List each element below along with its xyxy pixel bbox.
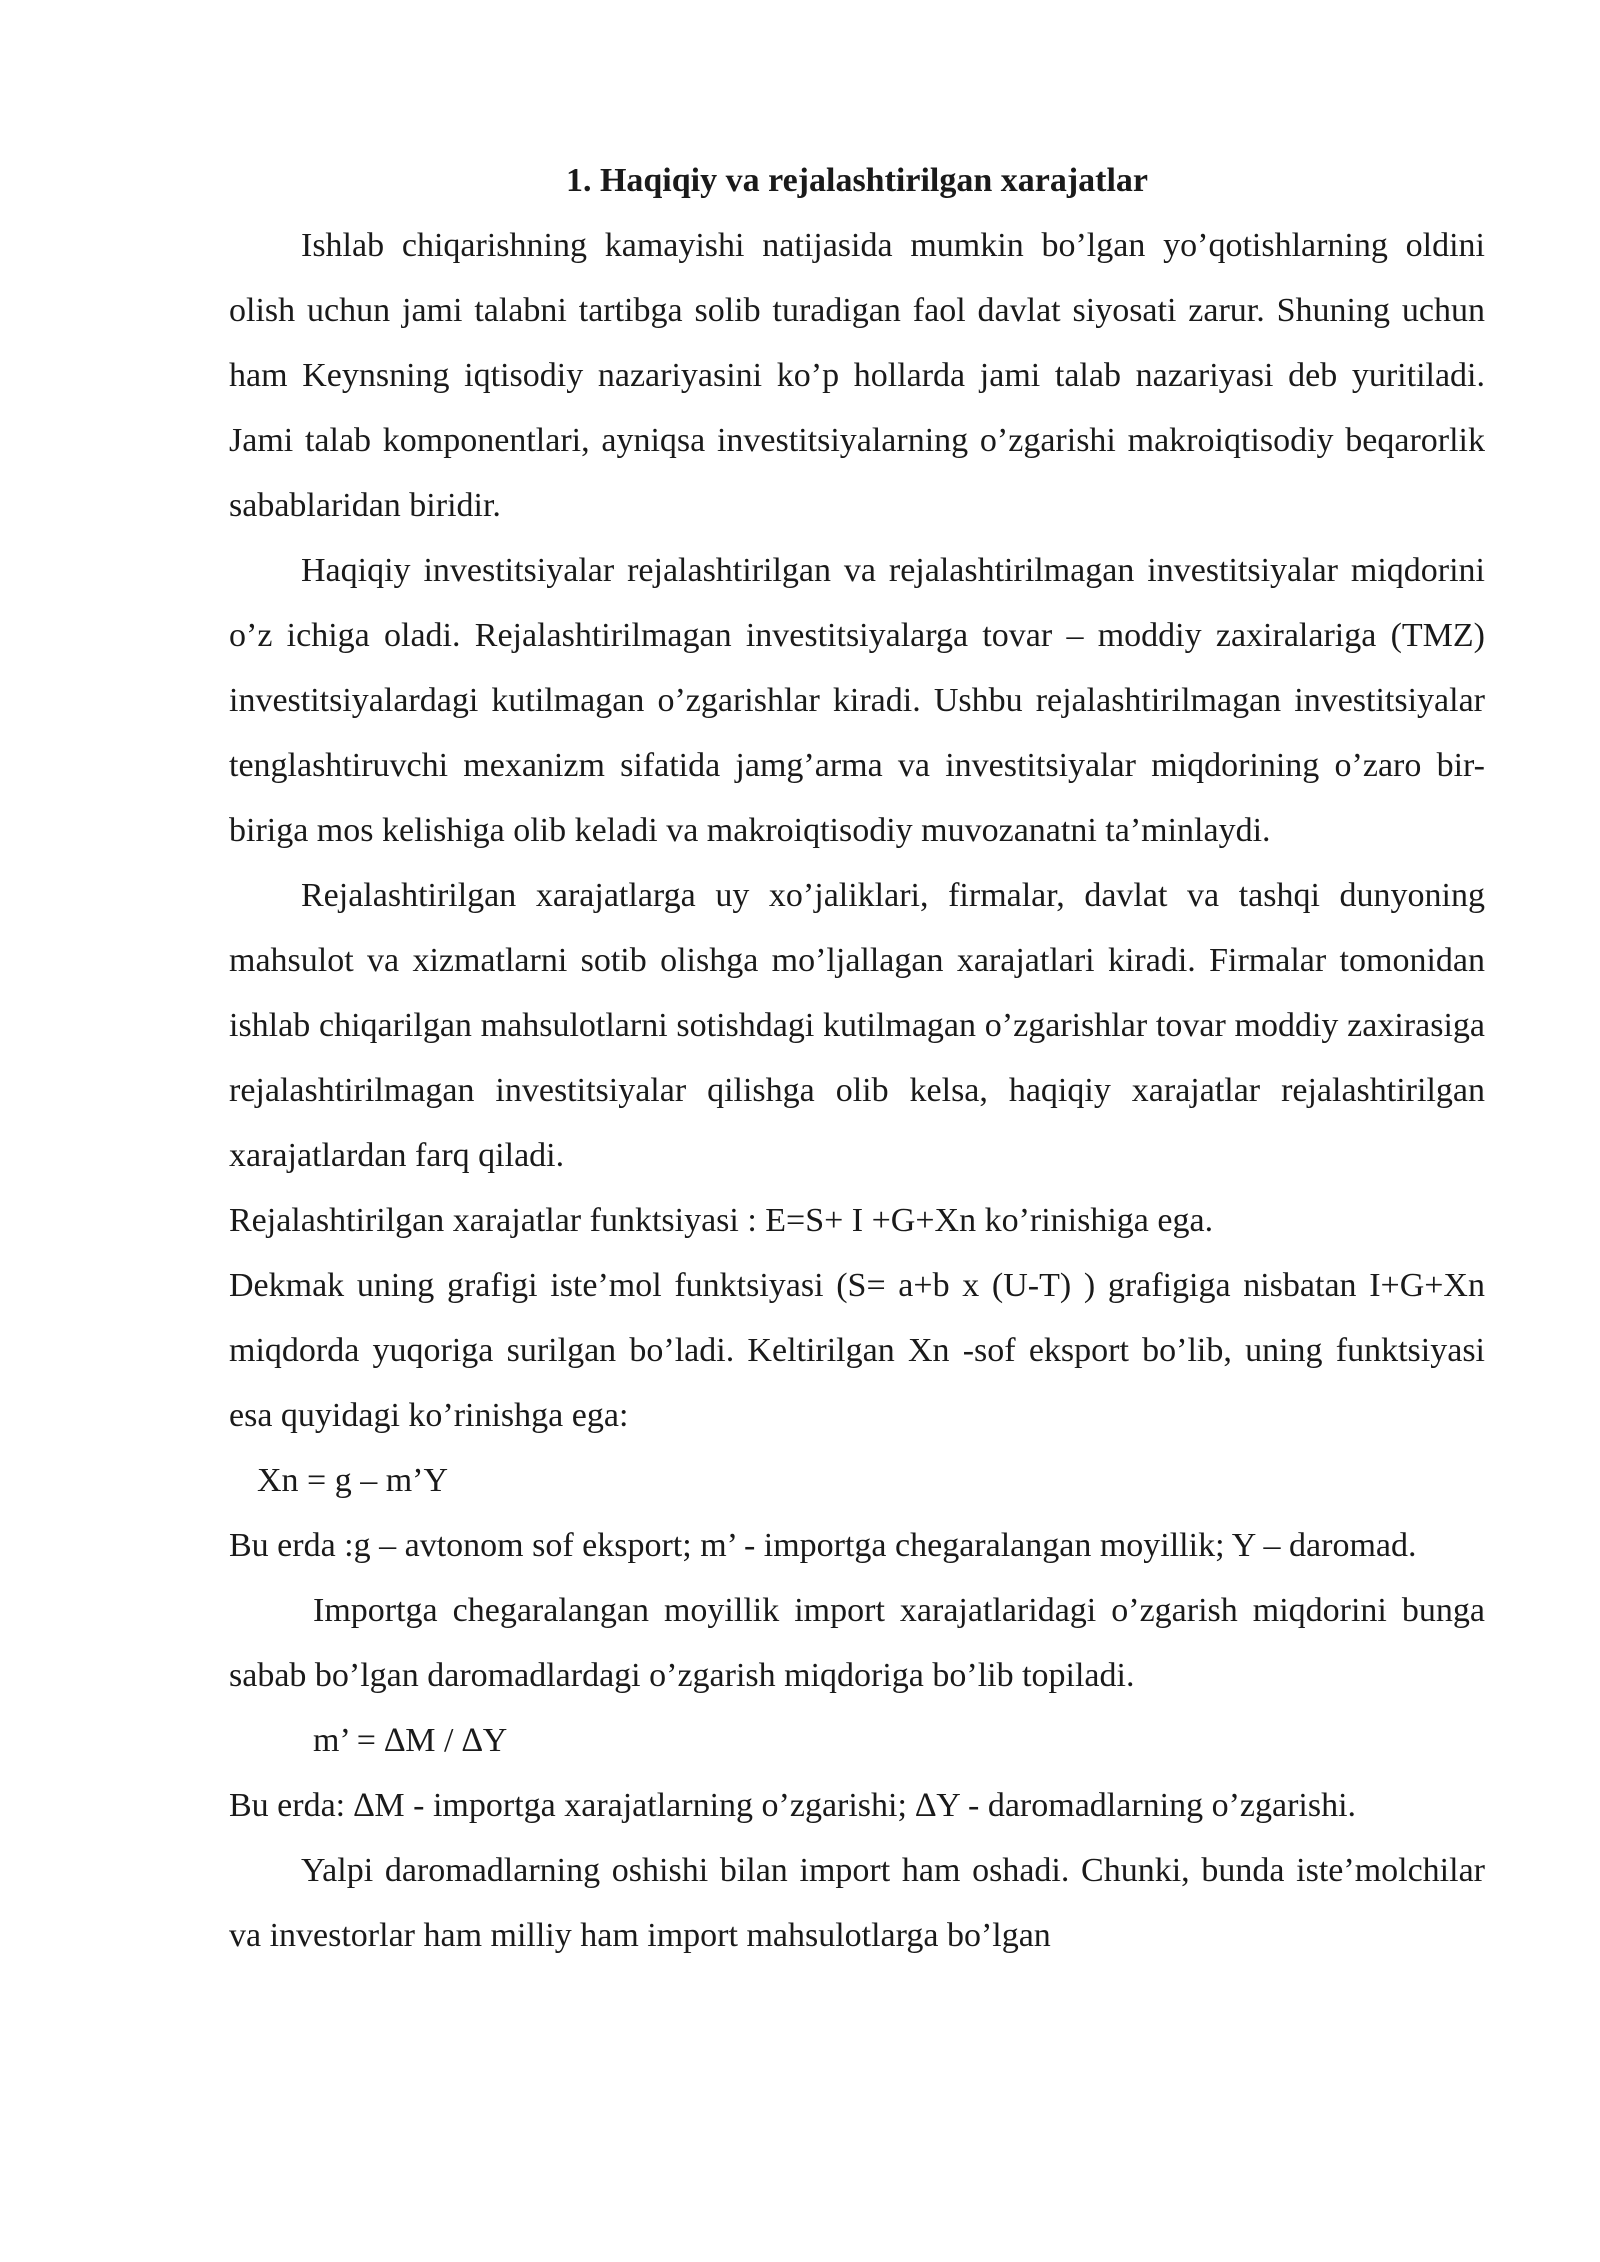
marginal-propensity-formula: m’ = ∆M / ∆Y: [313, 1722, 508, 1759]
paragraph: Ishlab chiqarishning kamayishi natijasida mumkin bo’lgan yo’qotishlarning oldini olish uchun jami talabni tartibga solib turadigan faol davlat siyosati zarur. Shuning uchun ham Keynsning iqtisodiy nazariyasini ko’p hollarda jami talab nazariyasi deb yuritiladi. Jami talab komponentlari, ayniqsa investitsiyalarning o’zgarishi makroiqtisodiy beqarorlik sabablaridan biridir.: [229, 227, 1485, 524]
formula-legend: Bu erda :g – avtonom sof eksport; m’ - importga chegaralangan moyillik; Y – daromad.: [229, 1527, 1417, 1564]
formula-legend: Bu erda: ∆M - importga xarajatlarning o’zgarishi; ∆Y - daromadlarning o’zgarishi.: [229, 1787, 1357, 1824]
paragraph: Yalpi daromadlarning oshishi bilan import ham oshadi. Chunki, bunda iste’molchilar va investorlar ham milliy ham import mahsulotlarga bo’lgan: [229, 1852, 1485, 1954]
document-page: [229, 148, 1485, 1968]
paragraph: Rejalashtirilgan xarajatlarga uy xo’jaliklari, firmalar, davlat va tashqi dunyoning mahsulot va xizmatlarni sotib olishga mo’ljallagan xarajatlari kiradi. Firmalar tomonidan ishlab chiqarilgan mahsulotlarni sotishdagi kutilmagan o’zgarishlar tovar moddiy zaxirasiga rejalashtirilmagan investitsiyalar qilishga olib kelsa, haqiqiy xarajatlar rejalashtirilgan xarajatlardan farq qiladi.: [229, 877, 1485, 1174]
net-export-formula: Xn = g – m’Y: [257, 1462, 449, 1499]
paragraph: Dekmak uning grafigi iste’mol funktsiyasi (S= a+b x (U-T) ) grafigiga nisbatan I+G+Xn miqdorda yuqoriga surilgan bo’ladi. Keltirilgan Xn -sof eksport bo’lib, uning funktsiyasi esa quyidagi ko’rinishga ega:: [229, 1267, 1485, 1434]
section-title: 1. Haqiqiy va rejalashtirilgan xarajatlar: [565, 162, 1149, 199]
paragraph: Importga chegaralangan moyillik import xarajatlaridagi o’zgarish miqdorini bunga sabab bo’lgan daromadlardagi o’zgarish miqdoriga bo’lib topiladi.: [229, 1592, 1485, 1694]
paragraph: Haqiqiy investitsiyalar rejalashtirilgan va rejalashtirilmagan investitsiyalar miqdorini o’z ichiga oladi. Rejalashtirilmagan investitsiyalarga tovar – moddiy zaxiralariga (TMZ) investitsiyalardagi kutilmagan o’zgarishlar kiradi. Ushbu rejalashtirilmagan investitsiyalar tenglashtiruvchi mexanizm sifatida jamg’arma va investitsiyalar miqdorining o’zaro bir-biriga mos kelishiga olib keladi va makroiqtisodiy muvozanatni ta’minlaydi.: [229, 552, 1485, 849]
planned-expenditure-function: Rejalashtirilgan xarajatlar funktsiyasi : E=S+ I +G+Xn ko’rinishiga ega.: [229, 1202, 1214, 1239]
